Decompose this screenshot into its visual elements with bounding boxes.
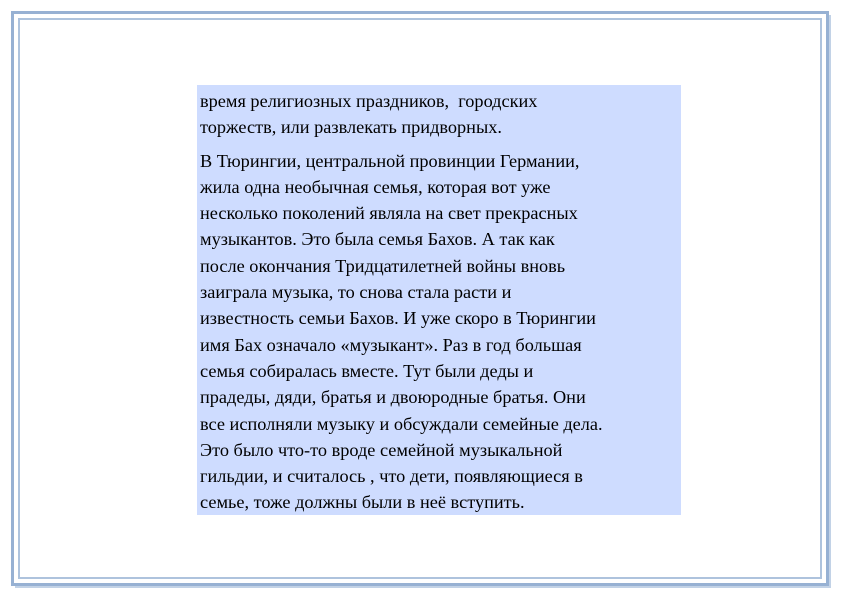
text-line: прадеды, дяди, братья и двоюродные братья. Они [200,387,586,408]
text-line: имя Бах означало «музыкант». Раз в год большая [200,334,582,355]
text-line: время религиозных праздников, городских [200,91,538,111]
text-line: торжеств, или развлекать придворных. [200,117,502,138]
text-line: заиграла музыка, то снова стала расти и [200,282,512,303]
text-line: после окончания Тридцатилетней войны вновь [200,255,566,276]
text-line: гильдии, и считалось , что дети, появляющиеся в [200,466,583,487]
text-line: несколько поколений являла на свет прекрасных [200,203,578,224]
text-line: семья собиралась вместе. Тут были деды и [200,360,534,381]
text-line: известность семьи Бахов. И уже скоро в Тюрингии [200,308,596,329]
text-line: семье, тоже должны были в неё вступить. [200,492,525,513]
frame-shadow-bottom [15,586,831,588]
text-line: жила одна необычная семья, которая вот уже [200,176,551,197]
text-box [197,85,681,515]
text-line: В Тюрингии, центральной провинции Германии, [200,150,580,171]
paragraph-2 [200,148,678,516]
text-line: музыкантов. Это была семья Бахов. А так как [200,229,555,250]
text-line: Это было что-то вроде семейной музыкальной [200,439,563,460]
text-line: все исполняли музыку и обсуждали семейные дела. [200,413,603,434]
paragraph-1 [200,88,678,141]
frame-shadow-right [829,15,831,586]
